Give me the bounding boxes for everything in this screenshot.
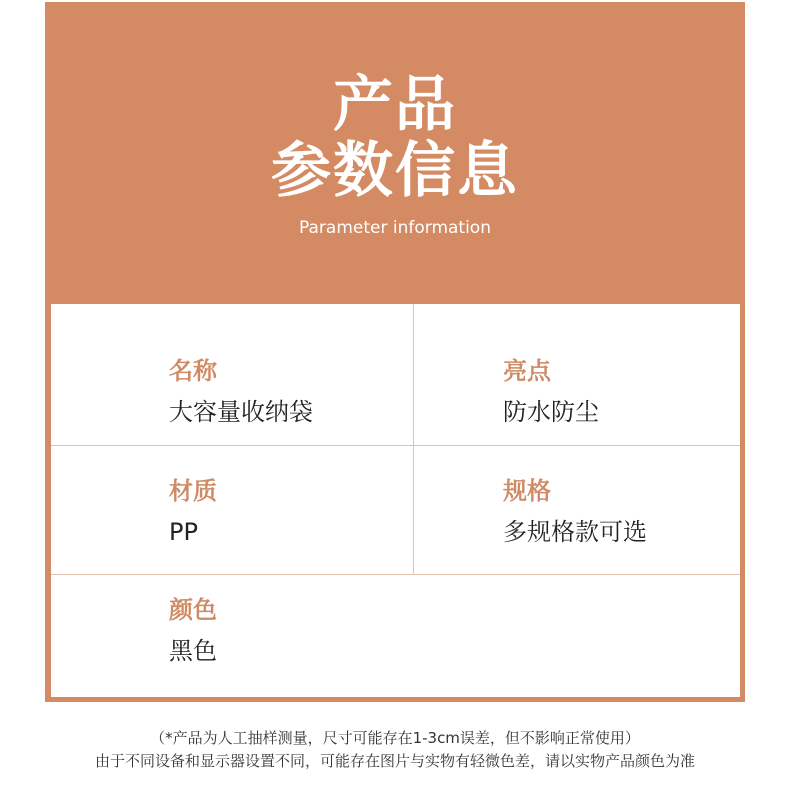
param-value: 防水防尘 [503, 398, 599, 426]
param-cell-color [51, 575, 740, 697]
param-label: 亮点 [503, 357, 551, 385]
parameter-table [51, 304, 740, 697]
param-label: 名称 [169, 357, 217, 385]
param-label: 颜色 [169, 596, 217, 624]
title-line-2: 参数信息 [271, 136, 519, 206]
param-cell-spec [414, 446, 740, 574]
param-value: 大容量收纳袋 [169, 398, 313, 426]
panel-header [45, 2, 745, 304]
color-note: 由于不同设备和显示器设置不同，可能存在图片与实物有轻微色差，请以实物产品颜色为准 [94, 752, 695, 770]
parameter-panel [45, 2, 745, 702]
param-label: 材质 [169, 477, 217, 505]
param-cell-material [51, 446, 413, 574]
subtitle: Parameter information [299, 218, 491, 238]
param-cell-highlight [414, 304, 740, 445]
param-cell-name [51, 304, 413, 445]
param-value: 黑色 [169, 637, 217, 665]
param-label: 规格 [503, 477, 551, 505]
param-value: 多规格款可选 [503, 518, 647, 546]
measurement-note: （*产品为人工抽样测量，尺寸可能存在1-3cm误差，但不影响正常使用） [150, 729, 640, 747]
param-value: PP [169, 518, 198, 546]
title-line-1: 产品 [333, 70, 457, 140]
